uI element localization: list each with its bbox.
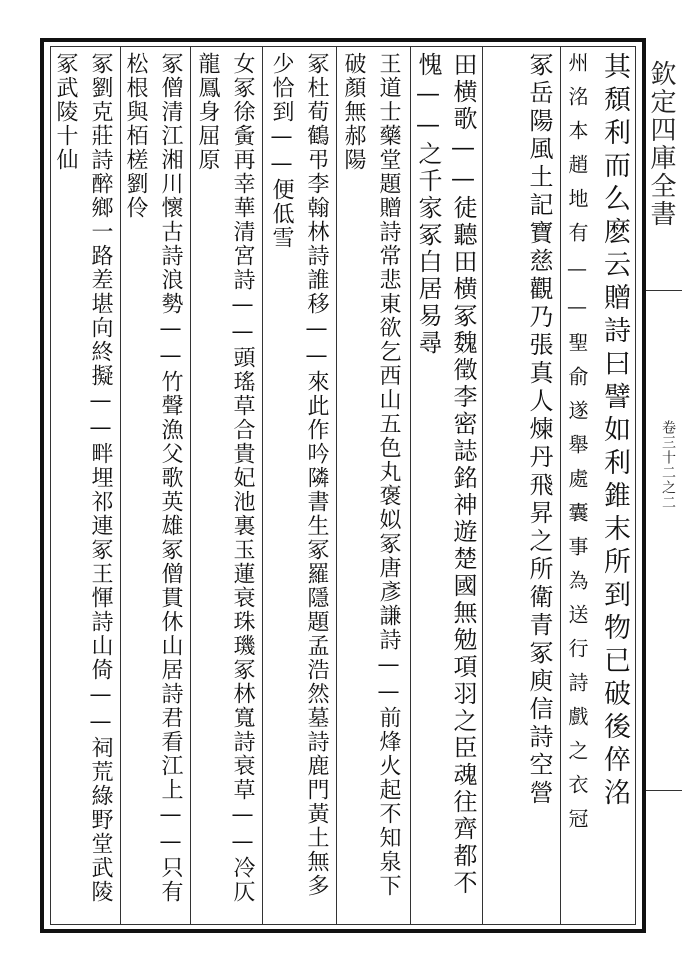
- text-column-2: 州洺本趙地有——聖俞遂舉處囊事為送行詩戲之衣冠: [565, 52, 589, 842]
- margin-rule: [646, 290, 682, 291]
- text-column-3: 冢岳陽風土記寶慈觀乃張真人煉丹飛昇之所衛青冢庾信詩空營: [525, 52, 553, 808]
- book-title-header: 欽定四庫全書: [646, 60, 676, 228]
- text-column-11: 冢劉克莊詩醉鄉一路差堪向終擬——畔埋祁連冢王惲詩山倚——祠荒綠野堂武陵冢武陵十仙: [53, 52, 113, 904]
- text-column-5: 田横歌——徒聽田横冢魏徵李密誌銘神遊楚國無勉項羽之臣魂往齊都不愧——之千家冢白居易尋: [414, 52, 477, 897]
- text-column-1: 其頹利而么麽云贈詩曰譬如利錐末所到物已破後倅洺: [599, 52, 630, 811]
- text-column-8: 冢杜荀鶴弔李翰林詩誰移——來此作吟隣書生冢羅隱題孟浩然墓詩鹿門黃土無多少恰到——便低雪: [269, 52, 329, 898]
- column-rule: [190, 46, 191, 925]
- column-rule: [262, 46, 263, 925]
- text-column-9: 女冢徐夤再幸華清宮詩——頭瑤草合貴妃池裏玉蓮衰珠璣冢林寬詩衰草——冷仄龍鳳身屈原: [195, 52, 255, 904]
- margin-rule: [646, 790, 682, 791]
- text-column-10: 冢僧清江湘川懷古詩浪勢——竹聲漁父歌英雄冢僧貫休山居詩君看江上——只有松根與栢槎劉伶: [123, 52, 183, 904]
- volume-folio: 卷三十二之二: [660, 420, 676, 510]
- text-column-7: 王道士藥堂題贈詩常悲東欲乞西山五色丸褒姒冢唐彥謙詩——前烽火起不知泉下破顏無郝陽: [341, 52, 401, 898]
- column-rule: [482, 46, 483, 925]
- column-rule: [336, 46, 337, 925]
